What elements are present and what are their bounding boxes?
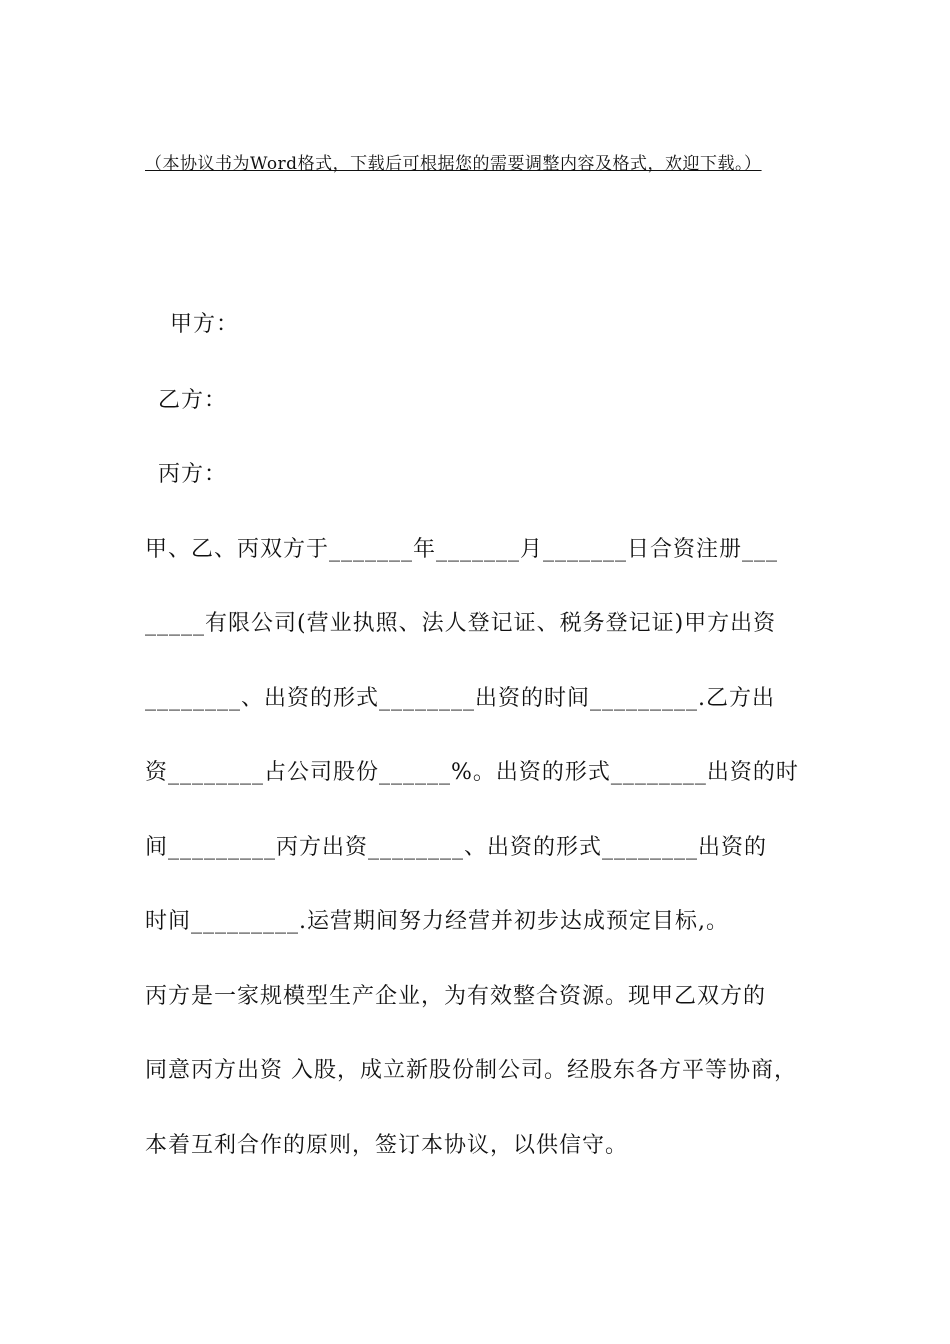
paragraph-line-8: 同意丙方出资 入股，成立新股份制公司。经股东各方平等协商， [145, 1058, 797, 1083]
party-b-label: 乙方： [158, 388, 228, 413]
paragraph-line-2: _____有限公司(营业执照、法人登记证、税务登记证)甲方出资 [145, 611, 777, 636]
party-c-label: 丙方： [158, 462, 228, 487]
paragraph-line-7: 丙方是一家规模型生产企业，为有效整合资源。现甲乙双方的 [145, 984, 767, 1009]
paragraph-line-1: 甲、乙、丙双方于_______年_______月_______日合资注册___ [145, 537, 779, 562]
download-notice: （本协议书为Word格式，下载后可根据您的需要调整内容及格式，欢迎下载。） [145, 154, 762, 174]
paragraph-line-3: ________、出资的形式________出资的时间_________.乙方出 [145, 686, 775, 711]
paragraph-line-4: 资________占公司股份______%。出资的形式________出资的时 [145, 760, 799, 785]
paragraph-line-5: 间_________丙方出资________、出资的形式________出资的 [145, 835, 768, 860]
paragraph-line-9: 本着互利合作的原则，签订本协议，以供信守。 [145, 1133, 629, 1158]
party-a-label: 甲方： [170, 312, 240, 337]
paragraph-line-6: 时间_________.运营期间努力经营并初步达成预定目标,。 [145, 909, 729, 934]
